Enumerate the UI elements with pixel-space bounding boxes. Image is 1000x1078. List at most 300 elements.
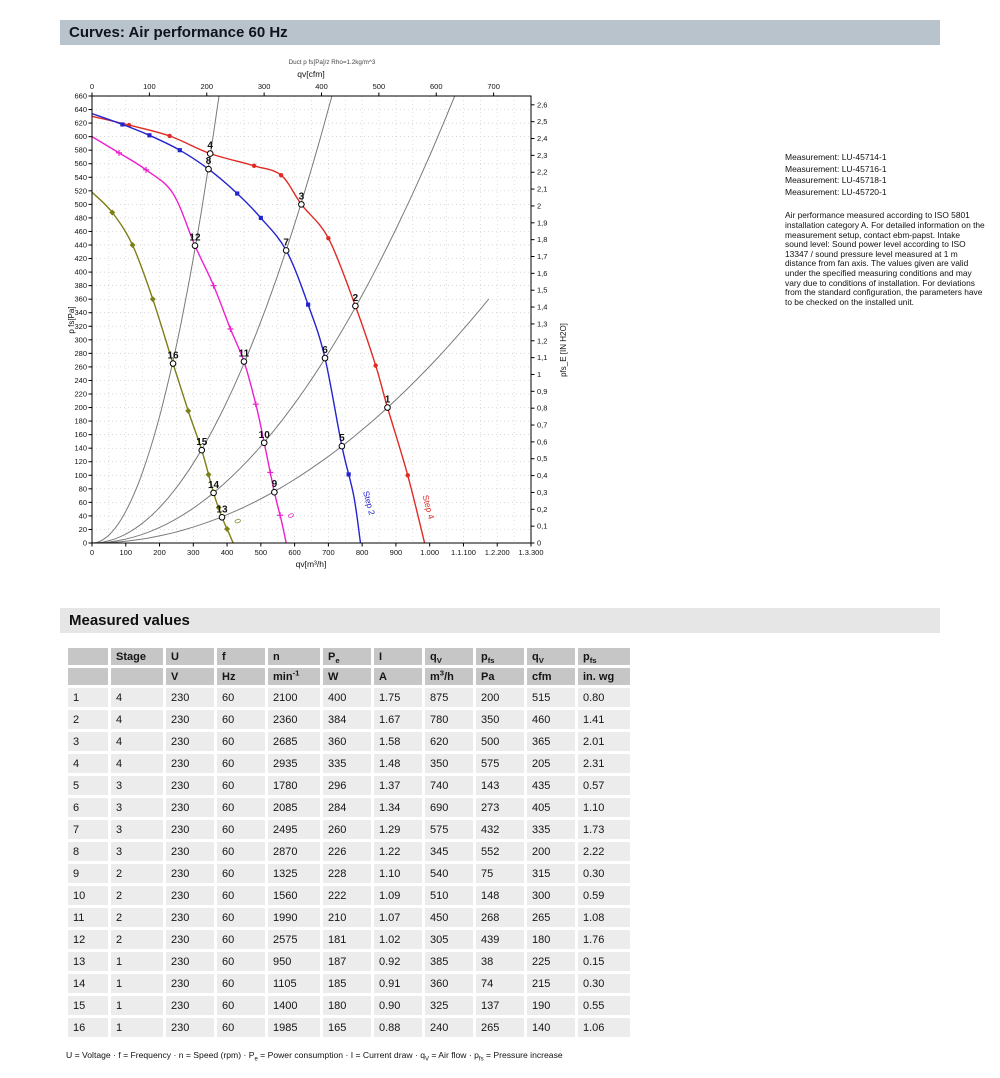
table-cell: 1.07 xyxy=(374,908,422,927)
table-row xyxy=(68,886,630,905)
table-cell: 1560 xyxy=(268,886,320,905)
tick-label-left: 320 xyxy=(74,321,87,331)
table-cell: 5 xyxy=(68,776,108,795)
tick-label-left: 660 xyxy=(74,91,87,101)
table-cell: 780 xyxy=(425,710,473,729)
table-cell: 1.08 xyxy=(578,908,630,927)
table-cell: 335 xyxy=(323,754,371,773)
operating-point xyxy=(211,490,217,496)
axis-label-right: pfs_E [IN H2O] xyxy=(559,323,568,377)
table-cell: 60 xyxy=(217,1018,265,1037)
system-curve xyxy=(92,96,332,543)
operating-point-label: 13 xyxy=(216,504,228,516)
marker-square xyxy=(120,122,124,126)
tick-label-top: 0 xyxy=(89,82,95,91)
table-header-cell: $m^3/h$ xyxy=(425,668,473,685)
tick-label-top: 100 xyxy=(143,82,156,91)
measurement-notes xyxy=(785,152,985,307)
table-cell: 3 xyxy=(111,798,163,817)
table-cell: 240 xyxy=(425,1018,473,1037)
marker-circle xyxy=(326,236,330,240)
tick-label-left: 260 xyxy=(74,362,87,372)
table-cell: 296 xyxy=(323,776,371,795)
table-row xyxy=(68,732,630,751)
marker-square xyxy=(347,472,351,476)
table-cell: 2 xyxy=(68,710,108,729)
table-cell: 230 xyxy=(166,908,214,927)
table-cell: 1.75 xyxy=(374,688,422,707)
table-cell: 143 xyxy=(476,776,524,795)
measurement-list xyxy=(785,152,985,198)
operating-point xyxy=(353,303,359,309)
table-cell: 2.01 xyxy=(578,732,630,751)
table-cell: 2 xyxy=(111,908,163,927)
tick-label-right: 0,5 xyxy=(537,454,548,464)
tick-label-bottom: 0 xyxy=(89,548,95,557)
marker-diamond xyxy=(206,472,212,478)
table-cell: 230 xyxy=(166,886,214,905)
table-cell: 190 xyxy=(527,996,575,1015)
table-header-cell: Hz xyxy=(217,668,265,685)
table-header-cell: $p_{fs}$ xyxy=(476,648,524,665)
table-header-cell: W xyxy=(323,668,371,685)
operating-point xyxy=(199,447,205,453)
tick-label-left: 460 xyxy=(74,226,87,236)
table-cell: 230 xyxy=(166,842,214,861)
tick-label-left: 180 xyxy=(74,416,87,426)
table-cell: 180 xyxy=(527,930,575,949)
table-cell: 74 xyxy=(476,974,524,993)
tick-label-bottom: 400 xyxy=(220,548,234,557)
table-cell: 1 xyxy=(111,952,163,971)
operating-point-label: 11 xyxy=(238,348,250,360)
air-performance-chart xyxy=(66,50,606,585)
tick-label-right: 1,7 xyxy=(537,251,548,261)
tick-label-left: 400 xyxy=(74,267,87,277)
table-cell: 1.41 xyxy=(578,710,630,729)
table-cell: 0.30 xyxy=(578,974,630,993)
table-cell: 1.58 xyxy=(374,732,422,751)
table-cell: 260 xyxy=(323,820,371,839)
tick-label-right: 1,6 xyxy=(537,268,548,278)
table-cell: 181 xyxy=(323,930,371,949)
table-cell: 1325 xyxy=(268,864,320,883)
table-cell: 1 xyxy=(111,996,163,1015)
measurement-line: Measurement: LU-45718-1 xyxy=(785,175,887,186)
table-cell: 60 xyxy=(217,688,265,707)
table-cell: 1400 xyxy=(268,996,320,1015)
marker-circle xyxy=(279,173,283,177)
tick-label-right: 0,3 xyxy=(537,487,548,497)
table-cell: 230 xyxy=(166,864,214,883)
table-cell: 230 xyxy=(166,996,214,1015)
operating-point-label: 5 xyxy=(339,433,345,445)
tick-label-right: 0,1 xyxy=(537,521,548,531)
tick-label-right: 1,9 xyxy=(537,218,548,228)
table-cell: 0.15 xyxy=(578,952,630,971)
table-header-row xyxy=(68,648,630,665)
tick-label-top: 400 xyxy=(315,82,328,91)
tick-label-left: 500 xyxy=(74,199,87,209)
table-cell: 1.06 xyxy=(578,1018,630,1037)
table-cell: 360 xyxy=(323,732,371,751)
table-cell: 38 xyxy=(476,952,524,971)
marker-square xyxy=(147,133,151,137)
system-curve xyxy=(92,96,455,543)
table-row xyxy=(68,974,630,993)
table-cell: 0.57 xyxy=(578,776,630,795)
table-cell: 9 xyxy=(68,864,108,883)
table-cell: 384 xyxy=(323,710,371,729)
table-cell: 148 xyxy=(476,886,524,905)
table-cell: 230 xyxy=(166,710,214,729)
tick-label-left: 300 xyxy=(74,335,87,345)
table-cell: 284 xyxy=(323,798,371,817)
measured-values-title: Measured values xyxy=(69,612,190,629)
tick-label-top: 500 xyxy=(372,82,386,91)
curve-label-stage-2: 0 xyxy=(285,510,297,521)
table-cell: 875 xyxy=(425,688,473,707)
table-cell: 60 xyxy=(217,754,265,773)
operating-point-label: 16 xyxy=(167,350,179,362)
table-cell: 1.34 xyxy=(374,798,422,817)
table-cell: 185 xyxy=(323,974,371,993)
table-cell: 510 xyxy=(425,886,473,905)
table-cell: 300 xyxy=(527,886,575,905)
marker-circle xyxy=(167,134,171,138)
table-cell: 60 xyxy=(217,864,265,883)
operating-point xyxy=(283,248,289,254)
tick-label-left: 540 xyxy=(74,172,87,182)
table-cell: 60 xyxy=(217,776,265,795)
table-cell: 3 xyxy=(68,732,108,751)
table-cell: 1.29 xyxy=(374,820,422,839)
table-cell: 222 xyxy=(323,886,371,905)
table-cell: 2100 xyxy=(268,688,320,707)
table-cell: 690 xyxy=(425,798,473,817)
table-cell: 228 xyxy=(323,864,371,883)
table-cell: 200 xyxy=(527,842,575,861)
table-row xyxy=(68,952,630,971)
table-cell: 450 xyxy=(425,908,473,927)
table-cell: 200 xyxy=(476,688,524,707)
operating-point xyxy=(272,489,278,495)
tick-label-bottom: 1.1.100 xyxy=(450,548,476,557)
table-cell: 4 xyxy=(111,754,163,773)
tick-label-left: 160 xyxy=(74,430,87,440)
marker-circle xyxy=(373,363,377,367)
table-header-cell: Pa xyxy=(476,668,524,685)
table-cell: 60 xyxy=(217,798,265,817)
operating-point xyxy=(170,361,176,367)
tick-label-left: 420 xyxy=(74,254,87,264)
table-cell: 60 xyxy=(217,952,265,971)
table-cell: 385 xyxy=(425,952,473,971)
table-cell: 1985 xyxy=(268,1018,320,1037)
table-cell: 14 xyxy=(68,974,108,993)
curve-stage-3 xyxy=(92,114,361,543)
table-cell: 439 xyxy=(476,930,524,949)
table-cell: 230 xyxy=(166,732,214,751)
table-cell: 4 xyxy=(111,732,163,751)
tick-label-bottom: 100 xyxy=(119,548,133,557)
table-cell: 740 xyxy=(425,776,473,795)
table-cell: 315 xyxy=(527,864,575,883)
table-cell: 0.30 xyxy=(578,864,630,883)
table-cell: 273 xyxy=(476,798,524,817)
marker-square xyxy=(178,148,182,152)
table-cell: 0.59 xyxy=(578,886,630,905)
table-cell: 400 xyxy=(323,688,371,707)
table-header-cell: $P_e$ xyxy=(323,648,371,665)
table-cell: 432 xyxy=(476,820,524,839)
operating-point-label: 12 xyxy=(189,232,201,244)
tick-label-left: 520 xyxy=(74,186,87,196)
tick-label-right: 1,1 xyxy=(537,353,548,363)
tick-label-left: 200 xyxy=(74,403,87,413)
operating-point-label: 14 xyxy=(208,479,220,491)
operating-point-label: 15 xyxy=(196,437,208,449)
tick-label-top: 200 xyxy=(200,82,214,91)
table-cell: 13 xyxy=(68,952,108,971)
table-cell: 205 xyxy=(527,754,575,773)
table-cell: 60 xyxy=(217,710,265,729)
table-cell: 950 xyxy=(268,952,320,971)
tick-label-right: 0,2 xyxy=(537,504,548,514)
table-cell: 268 xyxy=(476,908,524,927)
table-cell: 60 xyxy=(217,974,265,993)
tick-label-left: 140 xyxy=(74,443,87,453)
table-cell: 1.09 xyxy=(374,886,422,905)
table-cell: 230 xyxy=(166,688,214,707)
table-cell: 2.31 xyxy=(578,754,630,773)
table-cell: 75 xyxy=(476,864,524,883)
table-cell: 2685 xyxy=(268,732,320,751)
curve-stage-2 xyxy=(92,137,286,543)
tick-label-left: 620 xyxy=(74,118,87,128)
tick-label-bottom: 900 xyxy=(389,548,403,557)
tick-label-left: 560 xyxy=(74,159,87,169)
marker-diamond xyxy=(150,296,156,302)
operating-point-label: 6 xyxy=(322,345,328,357)
tick-label-right: 0,8 xyxy=(537,403,548,413)
chart-mini-title: Duct p fs[Pa]/z Rho=1.2kg/m^3 xyxy=(288,59,376,66)
table-header-cell: f xyxy=(217,648,265,665)
table-cell: 2870 xyxy=(268,842,320,861)
table-row xyxy=(68,798,630,817)
table-row xyxy=(68,842,630,861)
table-cell: 140 xyxy=(527,1018,575,1037)
table-header-cell: I xyxy=(374,648,422,665)
tick-label-left: 80 xyxy=(78,484,87,494)
table-cell: 360 xyxy=(425,974,473,993)
table-cell: 1.73 xyxy=(578,820,630,839)
table-cell: 215 xyxy=(527,974,575,993)
legend-footnote: U = Voltage · f = Frequency · n = Speed $(rpm) \cdot P_e$ = Power consumption · I = Current draw · $q_V$ = Air flow · $p_{fs}$ = Pressure increase xyxy=(66,1050,563,1063)
operating-point xyxy=(299,202,305,208)
measured-values-table-wrap xyxy=(65,645,633,1040)
table-cell: 2360 xyxy=(268,710,320,729)
marker-square xyxy=(235,191,239,195)
table-cell: 3 xyxy=(111,842,163,861)
table-cell: 1 xyxy=(111,974,163,993)
operating-point xyxy=(206,166,212,172)
table-cell: 6 xyxy=(68,798,108,817)
tick-label-left: 60 xyxy=(78,497,87,507)
table-cell: 350 xyxy=(425,754,473,773)
tick-label-right: 1,8 xyxy=(537,235,548,245)
table-cell: 12 xyxy=(68,930,108,949)
tick-label-right: 0,6 xyxy=(537,437,548,447)
table-cell: 4 xyxy=(68,754,108,773)
measured-values-section-header xyxy=(60,608,940,633)
table-cell: 0.80 xyxy=(578,688,630,707)
table-cell: 0.88 xyxy=(374,1018,422,1037)
tick-label-left: 600 xyxy=(74,132,87,142)
table-cell: 0.92 xyxy=(374,952,422,971)
table-header-cell xyxy=(111,668,163,685)
tick-label-right: 0,7 xyxy=(537,420,548,430)
table-cell: 2.22 xyxy=(578,842,630,861)
operating-point-label: 2 xyxy=(352,292,359,304)
tick-label-right: 2,6 xyxy=(537,100,548,110)
operating-point-label: 3 xyxy=(298,191,305,203)
curve-label-stage-3: Step 2 xyxy=(361,489,378,517)
table-cell: 230 xyxy=(166,798,214,817)
tick-label-bottom: 200 xyxy=(153,548,166,557)
table-cell: 575 xyxy=(476,754,524,773)
tick-label-left: 380 xyxy=(74,281,87,291)
table-cell: 2935 xyxy=(268,754,320,773)
table-cell: 325 xyxy=(425,996,473,1015)
operating-point xyxy=(385,405,391,411)
table-header-cell: cfm xyxy=(527,668,575,685)
tick-label-top: 600 xyxy=(429,82,443,91)
table-cell: 7 xyxy=(68,820,108,839)
tick-label-bottom: 1.2.200 xyxy=(484,548,510,557)
table-cell: 60 xyxy=(217,930,265,949)
curve-label-stage-4: Step 4 xyxy=(420,493,437,521)
table-cell: 16 xyxy=(68,1018,108,1037)
measurement-line: Measurement: LU-45714-1 xyxy=(785,152,887,162)
tick-label-right: 1,2 xyxy=(537,336,548,346)
table-cell: 1.76 xyxy=(578,930,630,949)
table-cell: 4 xyxy=(111,688,163,707)
marker-diamond xyxy=(130,242,136,248)
table-cell: 1.48 xyxy=(374,754,422,773)
operating-point xyxy=(241,359,247,365)
table-header-cell xyxy=(68,668,108,685)
table-cell: 3 xyxy=(111,820,163,839)
table-unit-row xyxy=(68,668,630,685)
table-cell: 210 xyxy=(323,908,371,927)
tick-label-right: 1,5 xyxy=(537,285,548,295)
table-cell: 515 xyxy=(527,688,575,707)
tick-label-right: 2,1 xyxy=(537,184,548,194)
tick-label-left: 40 xyxy=(78,511,87,521)
operating-point-label: 1 xyxy=(384,394,391,406)
table-row xyxy=(68,688,630,707)
table-cell: 1.22 xyxy=(374,842,422,861)
table-cell: 60 xyxy=(217,996,265,1015)
table-cell: 2 xyxy=(111,886,163,905)
tick-label-top: 300 xyxy=(257,82,271,91)
operating-point-label: 10 xyxy=(258,429,270,441)
table-cell: 0.91 xyxy=(374,974,422,993)
table-row xyxy=(68,864,630,883)
tick-label-left: 240 xyxy=(74,375,87,385)
table-header-cell xyxy=(68,648,108,665)
marker-diamond xyxy=(224,526,230,532)
curve-label-stage-1: 0 xyxy=(232,516,244,526)
table-cell: 1.10 xyxy=(578,798,630,817)
table-cell: 230 xyxy=(166,930,214,949)
table-row xyxy=(68,1018,630,1037)
measurement-paragraph: Air performance measured according to ISO 5801 installation category A. For detailed information on the measurement setup, contact ebm-papst. Intake sound level: Sound power level according to ISO 13347 / sound pressure level measured at 1 m distance from fan axis. The values given are valid under the specified measuring conditions and may vary due to conditions of installation. For deviations from the standard configuration, the parameters have to be checked on the installed unit. xyxy=(785,210,985,307)
table-cell: 350 xyxy=(476,710,524,729)
tick-label-right: 1 xyxy=(537,369,542,379)
tick-label-bottom: 600 xyxy=(288,548,301,557)
table-row xyxy=(68,996,630,1015)
table-cell: 460 xyxy=(527,710,575,729)
measurement-line: Measurement: LU-45720-1 xyxy=(785,186,887,197)
table-cell: 575 xyxy=(425,820,473,839)
table-cell: 552 xyxy=(476,842,524,861)
operating-point xyxy=(219,514,225,520)
tick-label-right: 2,3 xyxy=(537,150,548,160)
marker-square xyxy=(259,216,263,220)
table-cell: 230 xyxy=(166,1018,214,1037)
table-cell: 60 xyxy=(217,820,265,839)
table-cell: 230 xyxy=(166,974,214,993)
table-cell: 365 xyxy=(527,732,575,751)
axis-label-left: p fs[Pa] xyxy=(67,306,76,334)
tick-label-bottom: 1.3.300 xyxy=(518,548,544,557)
table-cell: 620 xyxy=(425,732,473,751)
table-cell: 60 xyxy=(217,886,265,905)
table-cell: 405 xyxy=(527,798,575,817)
table-cell: 265 xyxy=(476,1018,524,1037)
tick-label-right: 0 xyxy=(537,538,542,548)
marker-diamond xyxy=(185,408,191,414)
table-cell: 225 xyxy=(527,952,575,971)
table-header-cell: A xyxy=(374,668,422,685)
table-cell: 0.90 xyxy=(374,996,422,1015)
table-cell: 8 xyxy=(68,842,108,861)
table-cell: 230 xyxy=(166,952,214,971)
table-row xyxy=(68,776,630,795)
table-cell: 265 xyxy=(527,908,575,927)
tick-label-right: 1,3 xyxy=(537,319,548,329)
tick-label-left: 100 xyxy=(74,470,87,480)
tick-label-right: 0,4 xyxy=(537,471,548,481)
tick-label-left: 480 xyxy=(74,213,87,223)
table-row xyxy=(68,710,630,729)
tick-label-top: 700 xyxy=(487,82,500,91)
tick-label-left: 280 xyxy=(74,348,87,358)
marker-circle xyxy=(406,473,410,477)
table-cell: 345 xyxy=(425,842,473,861)
table-row xyxy=(68,820,630,839)
table-cell: 230 xyxy=(166,820,214,839)
plot-border xyxy=(92,96,531,543)
table-cell: 15 xyxy=(68,996,108,1015)
axis-label-bottom: qv[m³/h] xyxy=(295,559,327,569)
tick-label-right: 2,4 xyxy=(537,134,548,144)
measurement-line: Measurement: LU-45716-1 xyxy=(785,163,887,174)
table-row xyxy=(68,930,630,949)
tick-label-right: 2 xyxy=(537,201,542,211)
